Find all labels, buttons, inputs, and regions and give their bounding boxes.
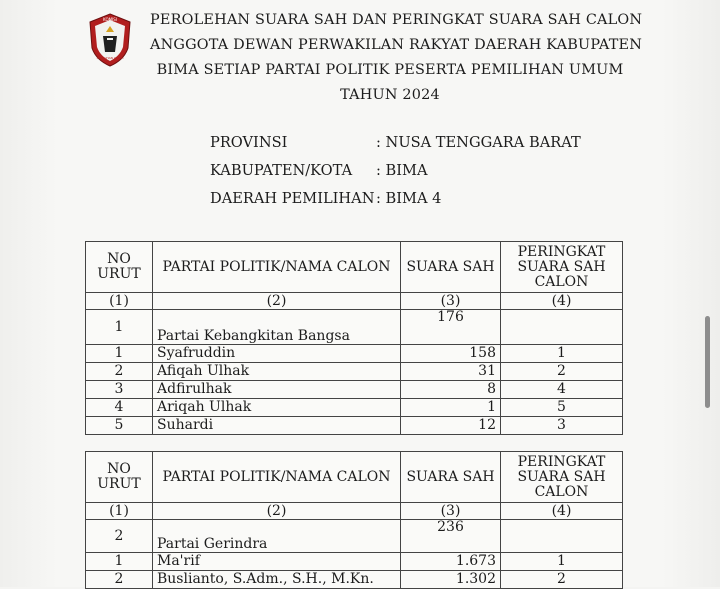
header-rank: PERINGKAT SUARA SAH CALON	[501, 242, 623, 293]
party-no: 1	[86, 310, 153, 345]
col-num: (1)	[86, 293, 153, 310]
party-row	[86, 310, 623, 345]
cand-votes: 31	[401, 363, 501, 381]
meta-value: : NUSA TENGGARA BARAT	[376, 134, 581, 151]
header-party-name: PARTAI POLITIK/NAMA CALON	[153, 452, 401, 503]
cand-name: Buslianto, S.Adm., S.H., M.Kn.	[153, 571, 401, 589]
col-num: (2)	[153, 503, 401, 520]
meta-label: PROVINSI	[210, 134, 288, 151]
col-num: (1)	[86, 503, 153, 520]
cand-name: Ma'rif	[153, 553, 401, 571]
meta-value: : BIMA 4	[376, 190, 442, 207]
cand-name: Afiqah Ulhak	[153, 363, 401, 381]
table-row	[86, 399, 623, 417]
cand-no: 4	[86, 399, 153, 417]
cand-votes: 8	[401, 381, 501, 399]
column-number-row	[86, 503, 623, 520]
header-rank: PERINGKAT SUARA SAH CALON	[501, 452, 623, 503]
table-row	[86, 417, 623, 435]
header-no-urut: NO URUT	[86, 452, 153, 503]
cand-rank: 4	[501, 381, 623, 399]
meta-row-provinsi	[210, 132, 581, 160]
col-num: (3)	[401, 293, 501, 310]
party-rank	[501, 310, 623, 345]
title-line: PEROLEHAN SUARA SAH DAN PERINGKAT SUARA SAH CALON	[150, 12, 643, 28]
region-info	[210, 132, 581, 216]
column-number-row	[86, 293, 623, 310]
cand-votes: 12	[401, 417, 501, 435]
header-no-urut: NO URUT	[86, 242, 153, 293]
header-party-name: PARTAI POLITIK/NAMA CALON	[153, 242, 401, 293]
cand-votes: 1.673	[401, 553, 501, 571]
cand-votes: 1	[401, 399, 501, 417]
meta-row-dapil	[210, 188, 581, 216]
vote-table-gerindra	[85, 451, 623, 589]
party-votes: 236	[401, 520, 501, 553]
cand-rank: 3	[501, 417, 623, 435]
table-header-row	[86, 452, 623, 503]
cand-rank: 2	[501, 571, 623, 589]
cand-no: 5	[86, 417, 153, 435]
col-num: (4)	[501, 293, 623, 310]
logo-text-bottom: PEMILIHAN UMUM	[96, 56, 124, 60]
party-no: 2	[86, 520, 153, 553]
cand-no: 3	[86, 381, 153, 399]
cand-rank: 1	[501, 345, 623, 363]
meta-label: KABUPATEN/KOTA	[210, 162, 353, 179]
col-num: (2)	[153, 293, 401, 310]
cand-no: 2	[86, 571, 153, 589]
party-row	[86, 520, 623, 553]
title-line: BIMA SETIAP PARTAI POLITIK PESERTA PEMILIHAN UMUM	[156, 62, 624, 78]
meta-row-kabupaten	[210, 160, 581, 188]
title-line: TAHUN 2024	[340, 87, 440, 103]
cand-votes: 158	[401, 345, 501, 363]
col-num: (3)	[401, 503, 501, 520]
header-votes: SUARA SAH	[401, 242, 501, 293]
logo-text-top: KOMISI	[103, 17, 117, 22]
table-row	[86, 381, 623, 399]
table-row	[86, 571, 623, 589]
table-row	[86, 363, 623, 381]
cand-rank: 5	[501, 399, 623, 417]
cand-no: 1	[86, 553, 153, 571]
cand-votes: 1.302	[401, 571, 501, 589]
cand-name: Ariqah Ulhak	[153, 399, 401, 417]
meta-value: : BIMA	[376, 162, 428, 179]
vote-table-pkb	[85, 241, 623, 435]
table-row	[86, 345, 623, 363]
table-row	[86, 553, 623, 571]
title-line: ANGGOTA DEWAN PERWAKILAN RAKYAT DAERAH KABUPATEN	[150, 37, 643, 53]
cand-name: Adfirulhak	[153, 381, 401, 399]
cand-rank: 2	[501, 363, 623, 381]
party-votes: 176	[401, 310, 501, 345]
kpu-logo	[86, 12, 134, 68]
col-num: (4)	[501, 503, 623, 520]
party-name: Partai Gerindra	[153, 520, 401, 553]
party-name: Partai Kebangkitan Bangsa	[153, 310, 401, 345]
header-votes: SUARA SAH	[401, 452, 501, 503]
scrollbar-thumb[interactable]	[705, 316, 710, 408]
cand-no: 2	[86, 363, 153, 381]
meta-label: DAERAH PEMILIHAN	[210, 190, 375, 207]
cand-name: Suhardi	[153, 417, 401, 435]
cand-no: 1	[86, 345, 153, 363]
cand-name: Syafruddin	[153, 345, 401, 363]
cand-rank: 1	[501, 553, 623, 571]
party-rank	[501, 520, 623, 553]
table-header-row	[86, 242, 623, 293]
document-title	[150, 8, 643, 108]
